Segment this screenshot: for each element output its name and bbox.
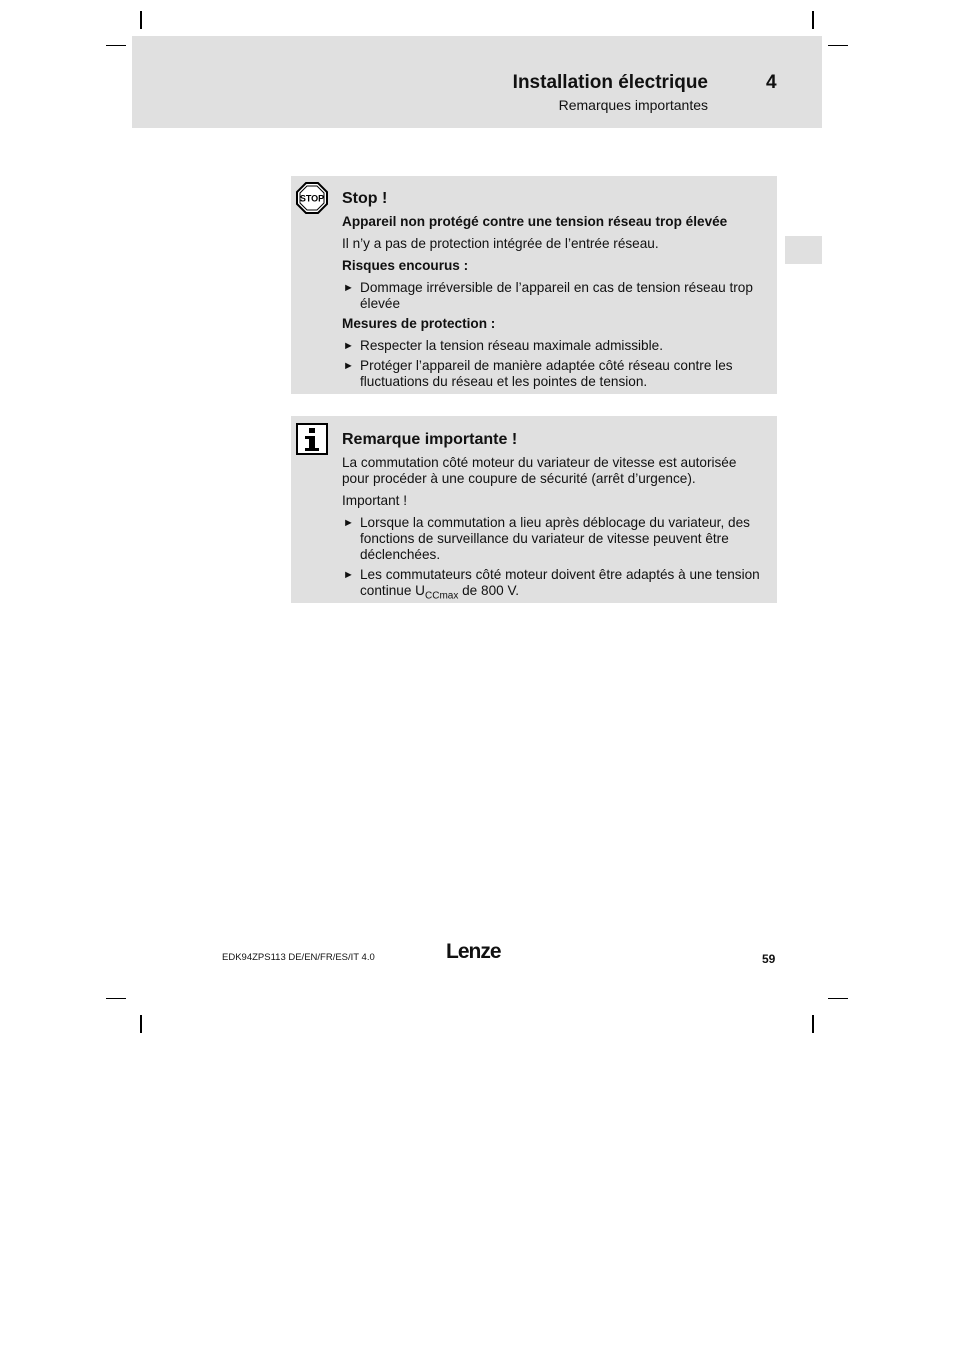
crop-mark bbox=[140, 11, 142, 29]
svg-text:STOP: STOP bbox=[299, 193, 325, 204]
note-item bbox=[342, 567, 767, 605]
header-band bbox=[132, 36, 822, 128]
chapter-subtitle: Remarques importantes bbox=[558, 97, 708, 113]
crop-mark bbox=[140, 1015, 142, 1033]
crop-mark bbox=[828, 45, 848, 46]
note-item-text: Lorsque la commutation a lieu après déblocage du variateur, des fonctions de surveillance du variateur de vitesse peuvent être déclenchées. bbox=[360, 515, 750, 562]
stop-warning-box bbox=[291, 176, 777, 394]
stop-heading: Appareil non protégé contre une tension réseau trop élevée bbox=[342, 214, 728, 229]
measure-item-text: Respecter la tension réseau maximale admissible. bbox=[360, 338, 663, 353]
crop-mark bbox=[812, 1015, 814, 1033]
chapter-side-tab bbox=[785, 236, 822, 264]
risk-item bbox=[342, 280, 767, 312]
measures-label: Mesures de protection : bbox=[342, 316, 496, 331]
note-text: La commutation côté moteur du variateur de vitesse est autorisée pour procéder à une coupure de sécurité (arrêt d’urgence). bbox=[342, 455, 737, 486]
note-item-text: Les commutateurs côté moteur doivent être adaptés à une tension continue $U_{CCmax}$ de 800 V. bbox=[360, 567, 760, 602]
important-note-box bbox=[291, 416, 777, 603]
page-number: 59 bbox=[762, 952, 776, 966]
important-label: Important ! bbox=[342, 493, 407, 508]
document-id: EDK94ZPS113 DE/EN/FR/ES/IT 4.0 bbox=[222, 952, 375, 963]
bullet-arrow-icon: ► bbox=[343, 517, 354, 529]
bullet-arrow-icon: ► bbox=[343, 569, 354, 581]
risk-item-text: Dommage irréversible de l’appareil en cas de tension réseau trop élevée bbox=[360, 280, 753, 311]
note-item bbox=[342, 515, 767, 563]
crop-mark bbox=[828, 998, 848, 999]
stop-box-body bbox=[342, 189, 767, 394]
note-title: Remarque importante ! bbox=[342, 431, 518, 448]
chapter-number: 4 bbox=[766, 72, 777, 93]
crop-mark bbox=[106, 998, 126, 999]
chapter-title: Installation électrique bbox=[512, 72, 708, 93]
info-icon bbox=[296, 423, 328, 460]
crop-mark bbox=[812, 11, 814, 29]
bullet-arrow-icon: ► bbox=[343, 360, 354, 372]
stop-title: Stop ! bbox=[342, 190, 388, 207]
measure-item bbox=[342, 338, 767, 354]
crop-mark bbox=[106, 45, 126, 46]
stop-sign-icon bbox=[296, 182, 328, 219]
bullet-arrow-icon: ► bbox=[343, 340, 354, 352]
measure-item bbox=[342, 358, 767, 390]
measure-item-text: Protéger l’appareil de manière adaptée côté réseau contre les fluctuations du réseau et les pointes de tension. bbox=[360, 358, 733, 389]
note-box-body bbox=[342, 430, 767, 609]
risks-label: Risques encourus : bbox=[342, 258, 469, 273]
bullet-arrow-icon: ► bbox=[343, 282, 354, 294]
lenze-logo: Lenze bbox=[446, 940, 501, 963]
stop-text: Il n’y a pas de protection intégrée de l’entrée réseau. bbox=[342, 236, 659, 251]
